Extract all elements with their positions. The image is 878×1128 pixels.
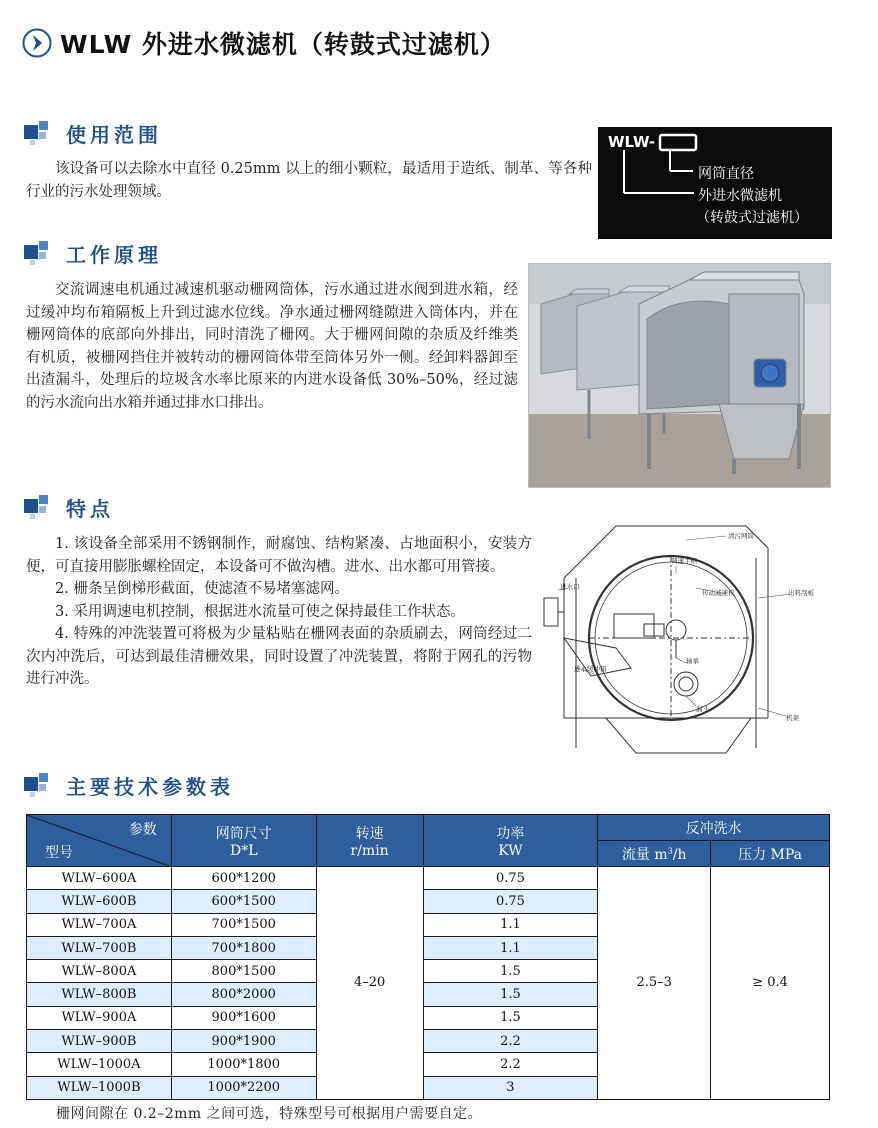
diagram-label-bearing: 轴承: [686, 657, 699, 665]
structure-diagram: [536, 518, 836, 773]
feature-item: 1. 该设备全部采用不锈钢制作，耐腐蚀、结构紧凑、占地面积小，安装方便，可直接用膨胀螺栓固定，本设备可不做沟槽。进水、出水都可用管接。: [26, 536, 532, 575]
diagram-label-frame: 机架: [786, 714, 799, 722]
page-title: [22, 26, 506, 60]
header-backwash: 反冲洗水: [598, 815, 830, 841]
section-heading-principle: 工作原理: [24, 238, 162, 268]
cell-model: WLW–1000A: [27, 1053, 172, 1076]
cell-size: 600*1500: [171, 890, 316, 913]
section-heading-features: 特点: [24, 492, 114, 522]
features-list: [26, 533, 532, 691]
section-heading-specs: 主要技术参数表: [24, 770, 234, 800]
cell-power: 1.1: [423, 913, 598, 936]
cell-size: 900*1600: [171, 1006, 316, 1029]
cell-model: WLW–700B: [27, 936, 172, 959]
cell-size: 1000*2200: [171, 1076, 316, 1099]
cell-model: WLW–800B: [27, 983, 172, 1006]
header-flow: 流量 $m^3/h$: [598, 841, 711, 867]
cell-power: 1.5: [423, 1006, 598, 1029]
cell-power: 1.1: [423, 936, 598, 959]
cell-size: 600*1200: [171, 867, 316, 890]
cell-model: WLW–700A: [27, 913, 172, 936]
blue-squares-icon: [24, 773, 54, 797]
header-speed: 转速 r/min: [316, 815, 423, 867]
cell-power: 1.5: [423, 960, 598, 983]
cell-size: 800*2000: [171, 983, 316, 1006]
diagram-label-speed-handle: 调速手柄: [671, 557, 697, 565]
header-pressure: 压力 MPa: [711, 841, 830, 867]
header-param-model: 参数 型号: [27, 815, 172, 867]
machine-photo: [528, 263, 831, 488]
cell-size: 700*1800: [171, 936, 316, 959]
feature-item: 2. 栅条呈倒梯形截面，使滤渣不易堵塞滤网。: [55, 581, 349, 597]
usage-text: 该设备可以去除水中直径 0.25mm 以上的细小颗粒，最适用于造纸、制革、等各种行业的污水处理领域。: [26, 161, 592, 200]
cell-model: WLW–800A: [27, 960, 172, 983]
diagram-label-inlet-box: 进水缓冲箱: [574, 665, 607, 673]
cell-model: WLW–600A: [27, 867, 172, 890]
diagram-label-inlet: 进水口: [560, 583, 580, 591]
feature-item: 3. 采用调速电机控制，根据进水流量可使之保持最佳工作状态。: [55, 603, 465, 620]
principle-text: 交流调速电机通过减速机驱动栅网筒体，污水通过进水阀到进水箱，经过缓冲均布箱隔板上升到过滤水位线。净水通过栅网缝隙进入筒体内，并在栅网筒体的底部向外排出，同时清洗了栅网。大于栅网间隙的杂质及纤维类有机质，被栅网挡住并被转动的栅网筒体带至筒体另外一侧。经卸料器卸至出渣漏斗，处理后的垃圾含水率比原来的内进水设备低 30%–50%，经过滤的污水流向出水箱并通过排水口排出。: [26, 282, 518, 411]
diagram-label-reducer: 传动减速机: [702, 589, 735, 597]
diagram-label-hopper: 漏斗: [696, 705, 709, 713]
cell-model: WLW–600B: [27, 890, 172, 913]
cell-flow: 2.5–3: [598, 867, 711, 1100]
cell-power: 2.2: [423, 1030, 598, 1053]
cell-speed: 4–20: [316, 867, 423, 1100]
feature-item: 4. 特殊的冲洗装置可将极为少量粘贴在栅网表面的杂质刷去，网筒经过二次内冲洗后，可达到最佳清栅效果，同时设置了冲洗装置，将附于网孔的污物进行冲洗。: [26, 626, 532, 687]
blue-squares-icon: [24, 495, 54, 519]
diagram-label-outlet-scraper: 出料刮板: [788, 589, 814, 597]
cell-size: 900*1900: [171, 1030, 316, 1053]
spec-table: [26, 814, 830, 1100]
cell-power: 3: [423, 1076, 598, 1099]
blue-squares-icon: [24, 241, 54, 265]
header-size: 网筒尺寸 D*L: [171, 815, 316, 867]
header-power: 功率 KW: [423, 815, 598, 867]
cell-size: 700*1500: [171, 913, 316, 936]
chevron-right-circle-icon: [22, 28, 52, 58]
model-code-diagram: WLW- 网筒直径 外进水微滤机 （转鼓式过滤机）: [598, 127, 832, 239]
section-heading-usage: 使用范围: [24, 118, 162, 148]
table-footnote: 栅网间隙在 0.2–2mm 之间可选，特殊型号可根据用户需要自定。: [56, 1106, 483, 1122]
cell-model: WLW–900B: [27, 1030, 172, 1053]
diagram-label-clean-drum: 清污网筒: [728, 532, 754, 540]
cell-power: 2.2: [423, 1053, 598, 1076]
page-title-text: WLW 外进水微滤机（转鼓式过滤机）: [60, 30, 506, 59]
cell-pressure: ≥ 0.4: [711, 867, 830, 1100]
cell-power: 1.5: [423, 983, 598, 1006]
cell-model: WLW–1000B: [27, 1076, 172, 1099]
cell-size: 1000*1800: [171, 1053, 316, 1076]
blue-squares-icon: [24, 121, 54, 145]
table-row: [27, 867, 830, 890]
cell-power: 0.75: [423, 890, 598, 913]
cell-model: WLW–900A: [27, 1006, 172, 1029]
cell-size: 800*1500: [171, 960, 316, 983]
cell-power: 0.75: [423, 867, 598, 890]
